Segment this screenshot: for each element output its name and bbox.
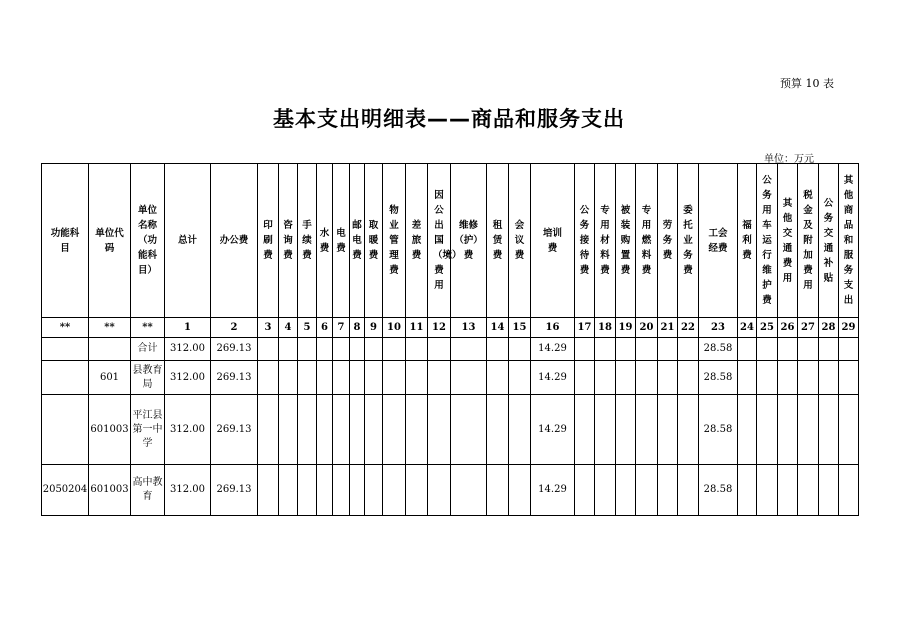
- table-cell: [298, 395, 317, 465]
- table-cell: [575, 361, 595, 395]
- table-cell: [778, 395, 798, 465]
- column-header: [636, 164, 658, 318]
- table-cell: [757, 361, 778, 395]
- table-cell: [819, 338, 839, 361]
- table-cell: [298, 465, 317, 516]
- table-cell: [636, 395, 658, 465]
- table-cell: [333, 338, 350, 361]
- table-cell: [678, 395, 699, 465]
- unit-name-label: 平江县第一中学: [132, 409, 163, 449]
- column-header: [531, 164, 575, 318]
- table-cell: [333, 395, 350, 465]
- table-cell: [383, 465, 406, 516]
- column-header: [42, 164, 89, 318]
- column-header: [406, 164, 428, 318]
- column-header: [616, 164, 636, 318]
- expenditure-table: [41, 163, 859, 516]
- column-header-label: 咨询费: [283, 220, 293, 261]
- table-cell: [298, 361, 317, 395]
- table-cell: 312.00: [165, 395, 211, 465]
- unit-name-label: 高中教育: [132, 477, 163, 502]
- column-header: [131, 164, 165, 318]
- table-cell: [738, 361, 757, 395]
- table-cell: [798, 395, 819, 465]
- column-index: 14: [487, 318, 509, 338]
- table-cell: [333, 465, 350, 516]
- column-index: 25: [757, 318, 778, 338]
- column-index: 9: [365, 318, 383, 338]
- table-cell: 28.58: [699, 395, 738, 465]
- table-cell: [279, 338, 298, 361]
- column-header-label: 邮电费: [352, 220, 362, 261]
- table-cell: [42, 395, 89, 465]
- column-index: 5: [298, 318, 317, 338]
- column-index: 2: [211, 318, 258, 338]
- column-header-label: 会议费: [514, 220, 525, 261]
- table-cell: [575, 395, 595, 465]
- table-cell: [487, 465, 509, 516]
- column-header: [819, 164, 839, 318]
- table-cell: [89, 338, 131, 361]
- column-header: [658, 164, 678, 318]
- column-index: 12: [428, 318, 451, 338]
- table-cell: [595, 465, 616, 516]
- table-cell: 269.13: [211, 395, 258, 465]
- column-index: 20: [636, 318, 658, 338]
- table-cell: [757, 465, 778, 516]
- table-cell: [350, 361, 365, 395]
- table-cell: [636, 361, 658, 395]
- column-header: [298, 164, 317, 318]
- column-index: 13: [451, 318, 487, 338]
- table-cell: [451, 465, 487, 516]
- column-index: 28: [819, 318, 839, 338]
- table-cell: [819, 395, 839, 465]
- table-cell: [258, 465, 279, 516]
- table-cell: [487, 395, 509, 465]
- column-header-label: 公务交通补贴: [823, 197, 834, 284]
- table-cell: [595, 395, 616, 465]
- table-cell: 312.00: [165, 361, 211, 395]
- column-header: [778, 164, 798, 318]
- table-cell: [131, 361, 165, 395]
- column-header-label: 取暖费: [368, 220, 379, 261]
- table-row: [42, 338, 859, 361]
- table-cell: [509, 395, 531, 465]
- table-cell: [406, 361, 428, 395]
- table-cell: [428, 465, 451, 516]
- column-header: [839, 164, 859, 318]
- table-cell: [738, 338, 757, 361]
- column-header-label: 委托业务费: [683, 205, 693, 276]
- column-header-label: 单位代码: [95, 227, 124, 254]
- table-cell: 269.13: [211, 338, 258, 361]
- column-index: 1: [165, 318, 211, 338]
- table-cell: 2050204: [42, 465, 89, 516]
- table-cell: [819, 361, 839, 395]
- table-cell: [131, 395, 165, 465]
- table-cell: [839, 338, 859, 361]
- table-cell: 14.29: [531, 361, 575, 395]
- table-cell: [298, 338, 317, 361]
- table-cell: [778, 338, 798, 361]
- column-header: [509, 164, 531, 318]
- table-cell: [658, 338, 678, 361]
- column-header: [333, 164, 350, 318]
- table-row: [42, 361, 859, 395]
- table-cell: [595, 338, 616, 361]
- column-header: [738, 164, 757, 318]
- table-cell: [636, 338, 658, 361]
- table-cell: [131, 465, 165, 516]
- column-index: 23: [699, 318, 738, 338]
- column-index: 16: [531, 318, 575, 338]
- column-index: 17: [575, 318, 595, 338]
- table-cell: [451, 338, 487, 361]
- table-cell: [258, 361, 279, 395]
- table-cell: 312.00: [165, 465, 211, 516]
- column-index: 8: [350, 318, 365, 338]
- column-header: [279, 164, 298, 318]
- column-index: 18: [595, 318, 616, 338]
- column-index: 15: [509, 318, 531, 338]
- unit-label: 单位：万元: [764, 154, 814, 165]
- column-header-label: 培训费: [542, 227, 562, 254]
- column-index: **: [131, 318, 165, 338]
- table-cell: [658, 465, 678, 516]
- column-index: 24: [738, 318, 757, 338]
- column-index: 6: [317, 318, 333, 338]
- column-header-label: 公务用车运行维护费: [762, 175, 772, 306]
- table-cell: [839, 361, 859, 395]
- table-cell: [365, 361, 383, 395]
- column-header: [451, 164, 487, 318]
- table-cell: [350, 395, 365, 465]
- column-index: **: [89, 318, 131, 338]
- table-cell: 28.58: [699, 465, 738, 516]
- table-cell: [428, 361, 451, 395]
- column-header-label: 税金及附加费用: [803, 190, 813, 291]
- table-cell: [317, 465, 333, 516]
- unit-name-label: 合计: [137, 343, 158, 354]
- table-cell: [616, 395, 636, 465]
- column-header: [211, 164, 258, 318]
- table-cell: [636, 465, 658, 516]
- table-row: [42, 465, 859, 516]
- table-cell: 312.00: [165, 338, 211, 361]
- table-cell: [383, 395, 406, 465]
- column-header-label: 租赁费: [492, 220, 503, 261]
- column-header: [487, 164, 509, 318]
- column-index-row: [42, 318, 859, 338]
- table-cell: [616, 465, 636, 516]
- table-cell: [798, 465, 819, 516]
- table-cell: [365, 338, 383, 361]
- column-header-label: 劳务费: [662, 220, 673, 261]
- table-cell: [365, 465, 383, 516]
- form-number: 预算 10 表: [780, 77, 834, 90]
- column-header: [699, 164, 738, 318]
- column-index: 7: [333, 318, 350, 338]
- column-header-label: 因公出国（境）费用: [433, 190, 462, 291]
- table-row: [42, 395, 859, 465]
- column-header: [365, 164, 383, 318]
- table-cell: [451, 395, 487, 465]
- column-header-label: 其他交通费用: [782, 197, 793, 284]
- column-header: [757, 164, 778, 318]
- column-index: 4: [279, 318, 298, 338]
- table-cell: 28.58: [699, 338, 738, 361]
- column-header-label: 印刷费: [263, 220, 273, 261]
- table-cell: [616, 361, 636, 395]
- column-header-label: 专用材料费: [600, 205, 610, 276]
- column-header: [350, 164, 365, 318]
- table-cell: [317, 361, 333, 395]
- column-header: [428, 164, 462, 318]
- column-index: 21: [658, 318, 678, 338]
- table-cell: 14.29: [531, 465, 575, 516]
- table-cell: [279, 465, 298, 516]
- table-cell: [839, 395, 859, 465]
- table-cell: [317, 395, 333, 465]
- table-cell: [487, 338, 509, 361]
- column-header-label: 差旅费: [411, 220, 422, 261]
- table-cell: [406, 395, 428, 465]
- column-header-label: 水费: [319, 227, 330, 254]
- table-cell: [350, 338, 365, 361]
- column-header-label: 电费: [336, 227, 346, 254]
- table-cell: [575, 338, 595, 361]
- table-cell: [575, 465, 595, 516]
- column-index: 11: [406, 318, 428, 338]
- table-cell: [798, 361, 819, 395]
- column-index: 10: [383, 318, 406, 338]
- table-cell: [317, 338, 333, 361]
- column-index: 26: [778, 318, 798, 338]
- column-header: [165, 164, 211, 318]
- table-cell: [616, 338, 636, 361]
- table-cell: [509, 361, 531, 395]
- column-header-label: 手续费: [302, 220, 312, 261]
- table-cell: [258, 395, 279, 465]
- header-row: [42, 164, 859, 318]
- table-cell: [42, 338, 89, 361]
- table-cell: 269.13: [211, 465, 258, 516]
- table-cell: [819, 465, 839, 516]
- table-cell: [279, 395, 298, 465]
- column-header-label: 其他商品和服务支出: [843, 175, 854, 306]
- column-header: [595, 164, 616, 318]
- column-header-label: 福利费: [742, 220, 752, 261]
- table-cell: [365, 395, 383, 465]
- column-header-label: 物业管理费: [389, 205, 399, 276]
- table-cell: 601003: [89, 465, 131, 516]
- table-cell: 269.13: [211, 361, 258, 395]
- column-header: [89, 164, 131, 318]
- table-cell: 14.29: [531, 395, 575, 465]
- page-title: 基本支出明细表——商品和服务支出: [273, 107, 625, 131]
- table-cell: [383, 361, 406, 395]
- table-cell: [406, 338, 428, 361]
- unit-name-label: 县教育局: [132, 364, 163, 390]
- column-header-label: 被装购置费: [620, 205, 631, 276]
- table-cell: 601003: [89, 395, 131, 465]
- table-cell: [333, 361, 350, 395]
- table-cell: [757, 395, 778, 465]
- table-cell: [487, 361, 509, 395]
- table-cell: [42, 361, 89, 395]
- table-cell: [383, 338, 406, 361]
- column-header: [258, 164, 279, 318]
- column-header: [317, 164, 333, 318]
- table-cell: [258, 338, 279, 361]
- table-cell: [778, 465, 798, 516]
- column-header: [678, 164, 699, 318]
- table-cell: 14.29: [531, 338, 575, 361]
- column-header-label: 工会经费: [708, 227, 728, 254]
- column-header: [798, 164, 819, 318]
- table-cell: 601: [89, 361, 131, 395]
- table-cell: [428, 338, 451, 361]
- table-cell: [406, 465, 428, 516]
- table-cell: [678, 361, 699, 395]
- table-cell: [350, 465, 365, 516]
- column-header-label: 功能科目: [50, 227, 80, 254]
- table-cell: [738, 465, 757, 516]
- table-cell: [658, 395, 678, 465]
- table-cell: [509, 465, 531, 516]
- column-header: [575, 164, 595, 318]
- column-index: 22: [678, 318, 699, 338]
- table-cell: [428, 395, 451, 465]
- column-index: 27: [798, 318, 819, 338]
- table-cell: [131, 338, 165, 361]
- table-cell: [509, 338, 531, 361]
- table-cell: [595, 361, 616, 395]
- table-cell: [839, 465, 859, 516]
- column-header-label: 公务接待费: [579, 205, 590, 276]
- table-cell: [778, 361, 798, 395]
- table-cell: [658, 361, 678, 395]
- column-header-label: 专用燃料费: [641, 205, 652, 276]
- column-index: 19: [616, 318, 636, 338]
- table-cell: [798, 338, 819, 361]
- column-header-label: 单位名称（功能科目）: [137, 205, 157, 276]
- column-index: 29: [839, 318, 859, 338]
- column-index: 3: [258, 318, 279, 338]
- table-cell: [738, 395, 757, 465]
- column-header-label: 总计: [177, 235, 197, 246]
- table-cell: [678, 338, 699, 361]
- table-cell: [757, 338, 778, 361]
- column-header-label: 维修（护）费: [454, 220, 483, 261]
- column-header: [383, 164, 406, 318]
- column-header-label: 办公费: [219, 235, 249, 246]
- table-cell: [279, 361, 298, 395]
- table-cell: [678, 465, 699, 516]
- table-cell: [451, 361, 487, 395]
- column-index: **: [42, 318, 89, 338]
- table-cell: 28.58: [699, 361, 738, 395]
